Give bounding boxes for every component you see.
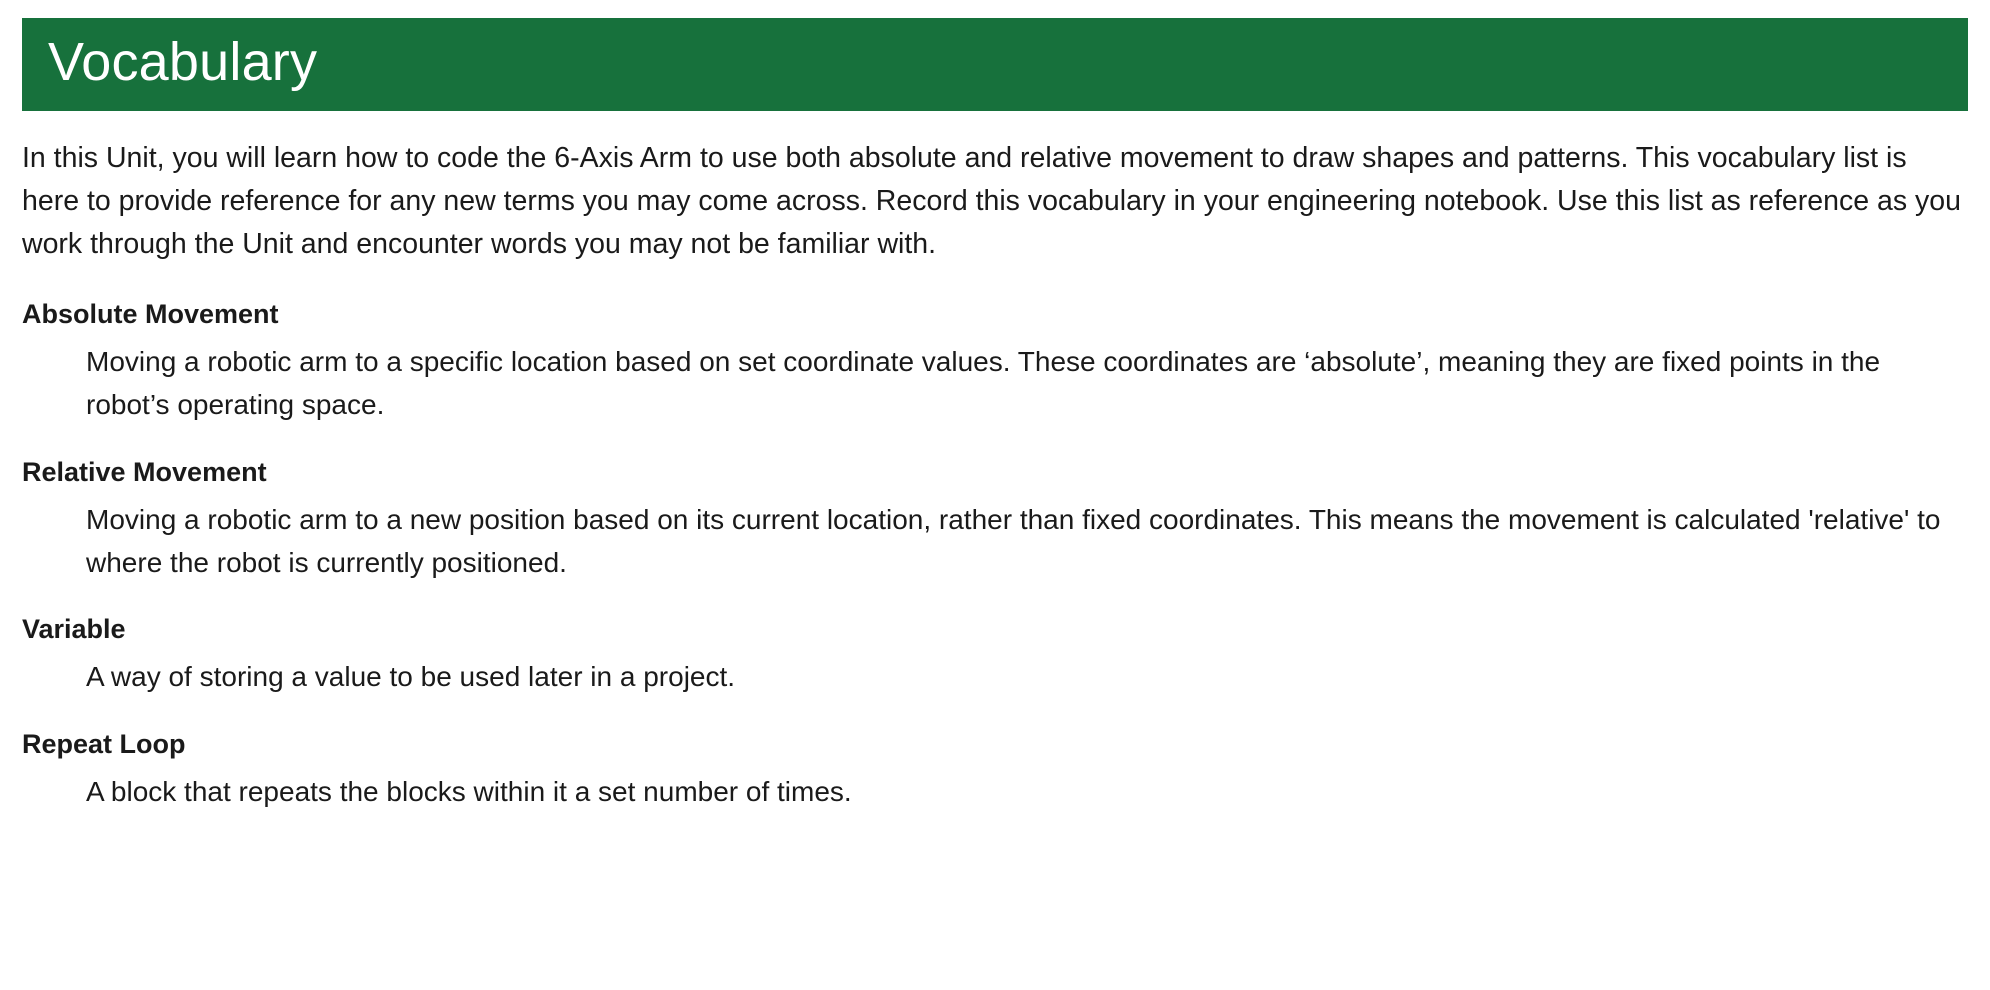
vocabulary-term: Variable	[22, 614, 126, 645]
vocabulary-banner	[22, 18, 1968, 111]
vocabulary-entry	[22, 612, 1968, 698]
vocabulary-definition: A way of storing a value to be used later in a project.	[86, 661, 736, 693]
vocabulary-entry	[22, 297, 1968, 427]
page-title: Vocabulary	[48, 32, 318, 92]
intro-paragraph: In this Unit, you will learn how to code the 6-Axis Arm to use both absolute and relative movement to draw shapes and patterns. This vocabulary list is here to provide reference for any new terms you may come across. Record this vocabulary in your engineering notebook. Use this list as reference as you work through the Unit and encounter words you may not be familiar with.	[22, 141, 1961, 261]
vocabulary-term: Repeat Loop	[22, 728, 186, 759]
vocabulary-entry	[22, 455, 1968, 585]
vocabulary-entry	[22, 727, 1968, 813]
vocabulary-definition: Moving a robotic arm to a new position based on its current location, rather than fixed coordinates. This means the movement is calculated 'relative' to where the robot is currently positioned.	[86, 503, 1941, 578]
vocabulary-definition: A block that repeats the blocks within it a set number of times.	[86, 775, 852, 807]
vocabulary-definition: Moving a robotic arm to a specific location based on set coordinate values. These coordinates are ‘absolute’, meaning they are fixed points in the robot’s operating space.	[86, 345, 1881, 421]
vocabulary-term: Relative Movement	[22, 456, 267, 487]
vocabulary-term: Absolute Movement	[22, 298, 279, 329]
vocabulary-list	[22, 297, 1968, 814]
